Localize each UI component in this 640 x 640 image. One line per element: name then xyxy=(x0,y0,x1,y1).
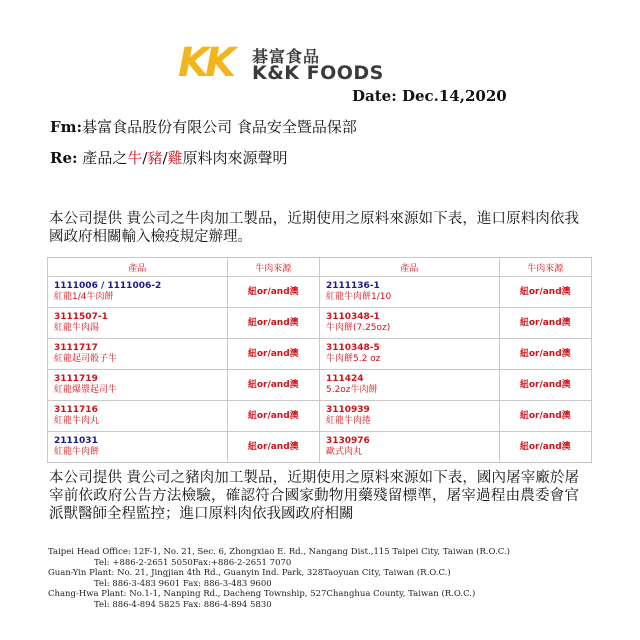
product-code: 3130976 xyxy=(325,436,370,446)
logo-english-name: K&K FOODS xyxy=(252,62,384,84)
product-code: 1111006 / 1111006-2 xyxy=(54,281,162,291)
beef-origin: 紐or/and澳 xyxy=(519,317,571,328)
beef-origin: 紐or/and澳 xyxy=(519,441,571,452)
subject-prefix: 產品之 xyxy=(82,149,128,167)
origin-cell xyxy=(499,432,592,463)
pork-statement-paragraph: 本公司提供 貴公司之豬肉加工製品，近期使用之原料來源如下表，國內屠宰廠於屠宰前依政府公告方法檢驗，確認符合國家動物用藥殘留標準，屠宰過程由農委會官派獸醫師全程監控；進口原料肉依我國政府相關 xyxy=(49,470,579,522)
product-code: 3110348-1 xyxy=(325,312,380,322)
product-cell xyxy=(48,308,228,339)
table-row xyxy=(48,370,592,401)
footer-line: Taipei Head Office: 12F-1, No. 21, Sec. 6, Zhongxiao E. Rd., Nangang Dist.,115 Taipei City, Taiwan (R.O.C.) xyxy=(48,547,510,557)
product-cell xyxy=(319,432,499,463)
table-row xyxy=(48,277,592,308)
subject-suffix: 原料肉來源聲明 xyxy=(182,149,288,167)
from-text: 碁富食品股份有限公司 食品安全暨品保部 xyxy=(82,118,357,136)
product-code: 2111031 xyxy=(54,436,98,446)
product-name: 牛肉餅(7.25oz) xyxy=(325,323,391,333)
product-name: 紅龍牛肉湯 xyxy=(54,323,100,333)
subject-sep2: / xyxy=(162,149,168,167)
from-line xyxy=(50,116,357,137)
logo-mark: KK xyxy=(178,40,232,86)
header-origin-left: 牛肉來源 xyxy=(227,258,319,277)
table-row xyxy=(48,339,592,370)
beef-statement-paragraph: 本公司提供 貴公司之牛肉加工製品，近期使用之原料來源如下表，進口原料肉依我國政府相關輸入檢疫規定辦理。 xyxy=(49,211,579,245)
document-date: Date: Dec.14,2020 xyxy=(352,87,507,105)
beef-origin: 紐or/and澳 xyxy=(247,441,299,452)
origin-cell xyxy=(499,370,592,401)
company-logo xyxy=(178,42,418,84)
beef-origin: 紐or/and澳 xyxy=(247,286,299,297)
product-name: 紅龍牛肉餅1/10 xyxy=(325,292,392,302)
beef-origin: 紐or/and澳 xyxy=(247,317,299,328)
footer-line: Tel: 886-3-483 9601 Fax: 886-3-483 9600 xyxy=(94,578,272,589)
product-name: 紅龍起司骰子牛 xyxy=(54,354,118,364)
subject-label: Re: xyxy=(50,149,78,167)
product-cell xyxy=(319,370,499,401)
product-code: 3111717 xyxy=(54,343,98,353)
origin-cell xyxy=(227,401,319,432)
logo-chinese-name: 碁富食品 xyxy=(252,47,321,66)
header-product-left: 產品 xyxy=(48,258,228,277)
from-label: Fm: xyxy=(50,118,83,136)
subject-sep1: / xyxy=(142,149,148,167)
footer-line: Tel: 886-4-894 5825 Fax: 886-4-894 5830 xyxy=(94,599,272,610)
table-row xyxy=(48,432,592,463)
table-row xyxy=(48,308,592,339)
beef-origin: 紐or/and澳 xyxy=(247,410,299,421)
beef-source-table xyxy=(47,257,592,463)
product-name: 紅龍牛肉捲 xyxy=(325,416,371,426)
product-cell xyxy=(319,277,499,308)
header-origin-right: 牛肉來源 xyxy=(499,258,592,277)
product-name: 歐式肉丸 xyxy=(325,447,362,457)
origin-cell xyxy=(499,401,592,432)
header-product-right: 產品 xyxy=(319,258,499,277)
product-code: 3110348-5 xyxy=(325,343,380,353)
beef-origin: 紐or/and澳 xyxy=(247,348,299,359)
product-name: 5.2oz牛肉餅 xyxy=(325,385,378,395)
origin-cell xyxy=(227,308,319,339)
product-cell xyxy=(48,370,228,401)
product-code: 3110939 xyxy=(325,405,370,415)
product-cell xyxy=(319,401,499,432)
subject-pork: 豬 xyxy=(147,149,163,167)
footer-line: Guan-Yin Plant: No. 21, Jingjian 4th Rd., Guanyin Ind. Park, 328Taoyuan City, Taiwan (R.O.C.) xyxy=(48,568,451,578)
origin-cell xyxy=(227,432,319,463)
subject-chicken: 雞 xyxy=(167,149,183,167)
footer-line: Tel: +886-2-2651 5050Fax:+886-2-2651 7070 xyxy=(94,557,292,568)
table-row xyxy=(48,401,592,432)
product-cell xyxy=(48,277,228,308)
product-name: 紅龍牛肉餅 xyxy=(54,447,100,457)
origin-cell xyxy=(499,308,592,339)
product-cell xyxy=(48,339,228,370)
product-code: 3111507-1 xyxy=(54,312,108,322)
table-header-row xyxy=(48,258,592,277)
product-cell xyxy=(48,401,228,432)
subject-line xyxy=(50,147,288,168)
beef-origin: 紐or/and澳 xyxy=(519,410,571,421)
subject-beef: 牛 xyxy=(127,149,143,167)
origin-cell xyxy=(499,339,592,370)
footer-addresses xyxy=(48,547,510,610)
origin-cell xyxy=(499,277,592,308)
beef-origin: 紐or/and澳 xyxy=(247,379,299,390)
beef-origin: 紐or/and澳 xyxy=(519,286,571,297)
origin-cell xyxy=(227,277,319,308)
beef-origin: 紐or/and澳 xyxy=(519,348,571,359)
product-cell xyxy=(319,339,499,370)
product-name: 紅龍1/4牛肉餅 xyxy=(54,292,114,302)
footer-line: Chang-Hwa Plant: No.1-1, Nanping Rd., Dacheng Township, 527Changhua County, Taiwan (R.O.C.) xyxy=(48,589,476,599)
origin-cell xyxy=(227,339,319,370)
beef-origin: 紐or/and澳 xyxy=(519,379,571,390)
product-name: 紅龍爆漿起司牛 xyxy=(54,385,118,395)
product-code: 2111136-1 xyxy=(325,281,380,291)
product-name: 牛肉餅5.2 oz xyxy=(325,354,381,364)
product-code: 3111716 xyxy=(54,405,98,415)
product-code: 3111719 xyxy=(54,374,98,384)
product-code: 111424 xyxy=(325,374,364,384)
origin-cell xyxy=(227,370,319,401)
product-cell xyxy=(319,308,499,339)
product-cell xyxy=(48,432,228,463)
product-name: 紅龍牛肉丸 xyxy=(54,416,100,426)
